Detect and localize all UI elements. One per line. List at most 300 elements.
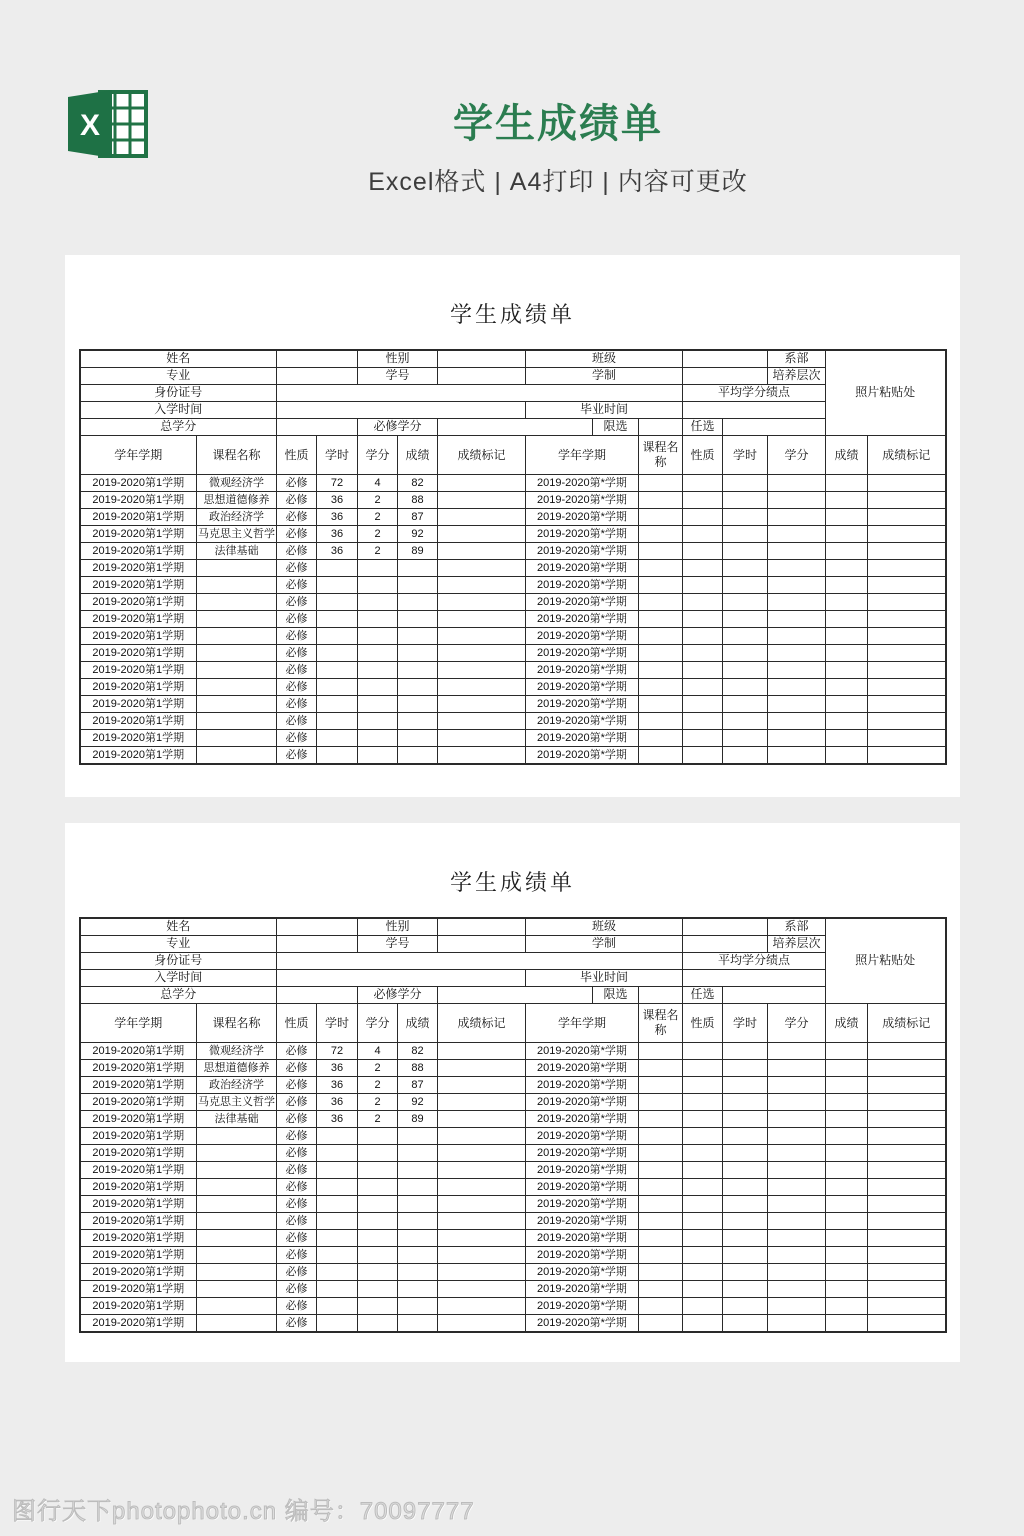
- data-cell: 2019-2020第1学期: [80, 543, 197, 560]
- data-cell: 87: [398, 1077, 438, 1094]
- course-row: [80, 1060, 946, 1077]
- data-cell-empty: [639, 543, 683, 560]
- info-value-cell: [277, 953, 683, 970]
- data-cell: 2019-2020第*学期: [526, 577, 639, 594]
- data-cell: 89: [398, 1111, 438, 1128]
- info-row: [80, 419, 946, 436]
- data-cell: [398, 713, 438, 730]
- data-cell-empty: [868, 1179, 946, 1196]
- data-cell-empty: [868, 475, 946, 492]
- data-cell: [398, 1281, 438, 1298]
- data-cell-empty: [868, 1298, 946, 1315]
- data-cell-empty: [723, 1077, 768, 1094]
- data-cell-empty: [723, 475, 768, 492]
- info-label-cell: 学号: [358, 368, 438, 385]
- data-cell-empty: [723, 1043, 768, 1060]
- column-header-cell: 学时: [317, 1004, 358, 1043]
- data-cell: [197, 1196, 277, 1213]
- data-cell-empty: [723, 1298, 768, 1315]
- data-cell: [398, 1247, 438, 1264]
- transcript-table: [79, 917, 947, 1333]
- data-cell-empty: [639, 645, 683, 662]
- data-cell-empty: [639, 1111, 683, 1128]
- info-label-cell: 身份证号: [80, 953, 277, 970]
- data-cell-empty: [826, 1094, 868, 1111]
- data-cell-empty: [683, 1077, 723, 1094]
- data-cell: [398, 1128, 438, 1145]
- data-cell-empty: [683, 679, 723, 696]
- data-cell: [358, 1145, 398, 1162]
- data-cell: 2019-2020第*学期: [526, 1315, 639, 1333]
- data-cell: [438, 560, 526, 577]
- data-cell-empty: [868, 1281, 946, 1298]
- data-cell-empty: [683, 730, 723, 747]
- data-cell: 36: [317, 526, 358, 543]
- data-cell: [398, 679, 438, 696]
- course-row: [80, 1264, 946, 1281]
- data-cell-empty: [683, 475, 723, 492]
- data-cell-empty: [723, 611, 768, 628]
- data-cell: 2019-2020第*学期: [526, 1043, 639, 1060]
- data-cell: [398, 577, 438, 594]
- data-cell: [398, 594, 438, 611]
- data-cell: [358, 594, 398, 611]
- data-cell: [358, 628, 398, 645]
- data-cell-empty: [768, 543, 826, 560]
- data-cell: [317, 1315, 358, 1333]
- data-cell-empty: [768, 1094, 826, 1111]
- data-cell-empty: [768, 1162, 826, 1179]
- data-cell: [438, 1196, 526, 1213]
- data-cell: 2019-2020第1学期: [80, 747, 197, 765]
- data-cell: 2019-2020第*学期: [526, 543, 639, 560]
- course-row: [80, 1213, 946, 1230]
- data-cell: 2019-2020第*学期: [526, 1230, 639, 1247]
- data-cell: 2019-2020第*学期: [526, 1162, 639, 1179]
- data-cell-empty: [826, 1230, 868, 1247]
- course-row: [80, 475, 946, 492]
- data-cell: [438, 1247, 526, 1264]
- data-cell: 2: [358, 1094, 398, 1111]
- info-value-cell: [438, 419, 593, 436]
- data-cell-empty: [868, 1196, 946, 1213]
- data-cell-empty: [683, 1145, 723, 1162]
- data-cell-empty: [639, 662, 683, 679]
- data-cell: 必修: [277, 1077, 317, 1094]
- data-cell: 2019-2020第1学期: [80, 475, 197, 492]
- data-cell-empty: [826, 679, 868, 696]
- data-cell-empty: [723, 1162, 768, 1179]
- data-cell: 2: [358, 526, 398, 543]
- data-cell: 马克思主义哲学: [197, 1094, 277, 1111]
- data-cell: 2019-2020第1学期: [80, 1179, 197, 1196]
- data-cell-empty: [768, 645, 826, 662]
- data-cell-empty: [683, 628, 723, 645]
- data-cell: [197, 577, 277, 594]
- course-row: [80, 1315, 946, 1333]
- data-cell: [197, 1247, 277, 1264]
- data-cell-empty: [639, 1043, 683, 1060]
- data-cell: [398, 1179, 438, 1196]
- data-cell: [317, 679, 358, 696]
- data-cell: [317, 1196, 358, 1213]
- watermark-text: 图行天下photophoto.cn 编号：70097777: [12, 1498, 475, 1525]
- info-label-cell: 必修学分: [358, 419, 438, 436]
- data-cell-empty: [723, 1179, 768, 1196]
- data-cell-empty: [723, 1060, 768, 1077]
- course-row: [80, 679, 946, 696]
- data-cell: 必修: [277, 577, 317, 594]
- info-value-cell: [438, 936, 526, 953]
- column-header-cell: 学分: [358, 436, 398, 475]
- data-cell-empty: [683, 1128, 723, 1145]
- data-cell-empty: [768, 1179, 826, 1196]
- data-cell: [358, 696, 398, 713]
- data-cell: [317, 1247, 358, 1264]
- info-label-cell: 姓名: [80, 918, 277, 936]
- data-cell: [358, 1128, 398, 1145]
- info-label-cell: 毕业时间: [526, 402, 683, 419]
- data-cell-empty: [683, 611, 723, 628]
- course-row: [80, 577, 946, 594]
- course-row: [80, 560, 946, 577]
- data-cell: 82: [398, 475, 438, 492]
- data-cell-empty: [639, 611, 683, 628]
- data-cell: 2019-2020第*学期: [526, 1281, 639, 1298]
- data-cell-empty: [723, 509, 768, 526]
- info-row: [80, 350, 946, 368]
- data-cell: [438, 594, 526, 611]
- data-cell-empty: [639, 1145, 683, 1162]
- data-cell: 2: [358, 1077, 398, 1094]
- data-cell: 必修: [277, 1060, 317, 1077]
- data-cell: 2019-2020第*学期: [526, 475, 639, 492]
- data-cell-empty: [768, 475, 826, 492]
- data-cell-empty: [639, 1128, 683, 1145]
- data-cell-empty: [683, 543, 723, 560]
- data-cell: 2019-2020第1学期: [80, 560, 197, 577]
- data-cell-empty: [768, 628, 826, 645]
- data-cell: 必修: [277, 1247, 317, 1264]
- data-cell: [197, 1213, 277, 1230]
- data-cell: [438, 696, 526, 713]
- data-cell: [438, 543, 526, 560]
- course-row: [80, 1162, 946, 1179]
- data-cell-empty: [683, 1060, 723, 1077]
- data-cell: 2019-2020第1学期: [80, 679, 197, 696]
- course-row: [80, 1111, 946, 1128]
- data-cell-empty: [723, 645, 768, 662]
- data-cell-empty: [768, 1196, 826, 1213]
- data-cell-empty: [826, 1213, 868, 1230]
- data-cell-empty: [826, 1128, 868, 1145]
- data-cell: 2019-2020第1学期: [80, 1213, 197, 1230]
- info-value-cell: [277, 402, 526, 419]
- course-row: [80, 645, 946, 662]
- info-row: [80, 385, 946, 402]
- course-row: [80, 1196, 946, 1213]
- data-cell: 2019-2020第1学期: [80, 1196, 197, 1213]
- info-row: [80, 970, 946, 987]
- data-cell-empty: [826, 577, 868, 594]
- data-cell-empty: [683, 526, 723, 543]
- data-cell-empty: [683, 509, 723, 526]
- course-row: [80, 543, 946, 560]
- column-header-cell: 成绩标记: [868, 436, 946, 475]
- data-cell-empty: [768, 594, 826, 611]
- data-cell: 89: [398, 543, 438, 560]
- data-cell-empty: [868, 509, 946, 526]
- course-row: [80, 1298, 946, 1315]
- data-cell-empty: [723, 1230, 768, 1247]
- data-cell: [317, 662, 358, 679]
- data-cell-empty: [768, 1077, 826, 1094]
- data-cell-empty: [768, 1043, 826, 1060]
- data-cell: [358, 1264, 398, 1281]
- data-cell: 36: [317, 1111, 358, 1128]
- data-cell: [197, 1264, 277, 1281]
- data-cell-empty: [826, 747, 868, 765]
- data-cell: [197, 1162, 277, 1179]
- data-cell-empty: [723, 713, 768, 730]
- info-label-cell: 平均学分绩点: [683, 385, 826, 402]
- data-cell-empty: [826, 730, 868, 747]
- data-cell: 2019-2020第1学期: [80, 730, 197, 747]
- data-cell-empty: [868, 1264, 946, 1281]
- data-cell-empty: [639, 1094, 683, 1111]
- data-cell: [317, 628, 358, 645]
- data-cell-empty: [826, 492, 868, 509]
- data-cell: 2019-2020第1学期: [80, 1145, 197, 1162]
- data-cell: [358, 1298, 398, 1315]
- info-label-cell: 系部: [768, 918, 826, 936]
- data-cell-empty: [868, 1162, 946, 1179]
- data-cell-empty: [868, 1315, 946, 1333]
- data-cell: [358, 730, 398, 747]
- data-cell: [438, 730, 526, 747]
- course-row: [80, 1077, 946, 1094]
- data-cell: [197, 747, 277, 765]
- data-cell: [398, 611, 438, 628]
- data-cell: [197, 560, 277, 577]
- column-header-cell: 学年学期: [526, 436, 639, 475]
- course-row: [80, 662, 946, 679]
- data-cell-empty: [639, 526, 683, 543]
- data-cell-empty: [826, 509, 868, 526]
- column-header-cell: 课程名称: [197, 436, 277, 475]
- data-cell: 2019-2020第1学期: [80, 1281, 197, 1298]
- data-cell: [317, 645, 358, 662]
- data-cell-empty: [868, 526, 946, 543]
- data-cell-empty: [826, 662, 868, 679]
- data-cell: 2019-2020第1学期: [80, 1162, 197, 1179]
- data-cell: [317, 1213, 358, 1230]
- data-cell-empty: [639, 628, 683, 645]
- data-cell-empty: [768, 730, 826, 747]
- data-cell: 2: [358, 1111, 398, 1128]
- data-cell-empty: [723, 543, 768, 560]
- data-cell-empty: [868, 1094, 946, 1111]
- data-cell: [398, 645, 438, 662]
- data-cell-empty: [868, 1077, 946, 1094]
- data-cell: 2019-2020第*学期: [526, 730, 639, 747]
- data-cell: [438, 1162, 526, 1179]
- data-cell: [398, 1162, 438, 1179]
- info-value-cell: [277, 350, 358, 368]
- data-cell: 2: [358, 1060, 398, 1077]
- data-cell: 2019-2020第*学期: [526, 1077, 639, 1094]
- data-cell-empty: [683, 645, 723, 662]
- data-cell-empty: [768, 747, 826, 765]
- info-value-cell: [723, 419, 826, 436]
- data-cell: [197, 696, 277, 713]
- data-cell-empty: [639, 696, 683, 713]
- data-cell-empty: [768, 662, 826, 679]
- column-header-cell: 性质: [277, 1004, 317, 1043]
- data-cell-empty: [723, 747, 768, 765]
- data-cell: [358, 645, 398, 662]
- data-cell: [398, 1315, 438, 1333]
- data-cell: 2019-2020第*学期: [526, 1094, 639, 1111]
- info-value-cell: [723, 987, 826, 1004]
- data-cell: 2019-2020第1学期: [80, 492, 197, 509]
- data-cell-empty: [723, 1145, 768, 1162]
- data-cell-empty: [826, 628, 868, 645]
- data-cell-empty: [683, 1298, 723, 1315]
- data-cell: 2019-2020第*学期: [526, 645, 639, 662]
- data-cell: [398, 1298, 438, 1315]
- column-header-cell: 学时: [317, 436, 358, 475]
- info-row: [80, 936, 946, 953]
- data-cell-empty: [768, 1315, 826, 1333]
- photo-paste-cell: 照片粘贴处: [826, 918, 946, 1004]
- info-value-cell: [277, 918, 358, 936]
- data-cell-empty: [723, 594, 768, 611]
- data-cell: [438, 645, 526, 662]
- data-cell-empty: [826, 1281, 868, 1298]
- data-cell: [358, 577, 398, 594]
- info-label-cell: 性别: [358, 350, 438, 368]
- data-cell-empty: [868, 645, 946, 662]
- data-cell: 必修: [277, 526, 317, 543]
- data-cell: 必修: [277, 628, 317, 645]
- data-cell: [317, 594, 358, 611]
- info-label-cell: 任选: [683, 419, 723, 436]
- data-cell: 2019-2020第1学期: [80, 509, 197, 526]
- data-cell: 2019-2020第*学期: [526, 1128, 639, 1145]
- data-cell: 2019-2020第1学期: [80, 1060, 197, 1077]
- data-cell: 微观经济学: [197, 475, 277, 492]
- course-row: [80, 1281, 946, 1298]
- info-value-cell: [277, 368, 358, 385]
- data-cell-empty: [683, 1162, 723, 1179]
- data-cell-empty: [768, 492, 826, 509]
- data-cell-empty: [639, 509, 683, 526]
- data-cell: 必修: [277, 492, 317, 509]
- data-cell: [197, 1281, 277, 1298]
- info-value-cell: [683, 970, 826, 987]
- info-label-cell: 学号: [358, 936, 438, 953]
- data-cell-empty: [768, 696, 826, 713]
- data-cell: [197, 1315, 277, 1333]
- data-cell-empty: [868, 492, 946, 509]
- data-cell-empty: [768, 509, 826, 526]
- data-cell: 必修: [277, 611, 317, 628]
- page-header: [46, 92, 1024, 198]
- data-cell-empty: [768, 1230, 826, 1247]
- info-value-cell: [277, 419, 358, 436]
- data-cell-empty: [768, 1298, 826, 1315]
- column-header-cell: 性质: [683, 1004, 723, 1043]
- data-cell-empty: [868, 713, 946, 730]
- data-cell-empty: [639, 492, 683, 509]
- data-cell-empty: [723, 696, 768, 713]
- data-cell: 政治经济学: [197, 1077, 277, 1094]
- data-cell-empty: [768, 577, 826, 594]
- data-cell-empty: [826, 475, 868, 492]
- info-row: [80, 953, 946, 970]
- data-cell: 2019-2020第1学期: [80, 526, 197, 543]
- data-cell: 36: [317, 1060, 358, 1077]
- data-cell: 87: [398, 509, 438, 526]
- photo-paste-cell: 照片粘贴处: [826, 350, 946, 436]
- info-label-cell: 限选: [593, 987, 639, 1004]
- data-cell-empty: [826, 1162, 868, 1179]
- data-cell-empty: [683, 1264, 723, 1281]
- data-cell-empty: [768, 1213, 826, 1230]
- data-cell: [358, 1213, 398, 1230]
- data-cell: [317, 1145, 358, 1162]
- column-header-cell: 成绩标记: [868, 1004, 946, 1043]
- page-subtitle: Excel格式 | A4打印 | 内容可更改: [368, 168, 748, 196]
- data-cell-empty: [768, 1145, 826, 1162]
- data-cell: [197, 645, 277, 662]
- data-cell-empty: [868, 1043, 946, 1060]
- data-cell-empty: [639, 1230, 683, 1247]
- course-row: [80, 713, 946, 730]
- data-cell-empty: [826, 1298, 868, 1315]
- info-value-cell: [438, 918, 526, 936]
- data-cell-empty: [639, 475, 683, 492]
- data-cell: [358, 1196, 398, 1213]
- info-label-cell: 总学分: [80, 419, 277, 436]
- data-cell-empty: [723, 1247, 768, 1264]
- data-cell-empty: [768, 679, 826, 696]
- data-cell: [438, 1111, 526, 1128]
- data-cell-empty: [723, 679, 768, 696]
- data-cell: 2019-2020第*学期: [526, 713, 639, 730]
- data-cell-empty: [639, 1196, 683, 1213]
- data-cell: 2019-2020第*学期: [526, 1247, 639, 1264]
- data-cell: 2019-2020第1学期: [80, 1077, 197, 1094]
- data-cell: 法律基础: [197, 1111, 277, 1128]
- info-label-cell: 培养层次: [768, 368, 826, 385]
- data-cell: [398, 696, 438, 713]
- data-cell-empty: [868, 1145, 946, 1162]
- data-cell-empty: [826, 526, 868, 543]
- data-cell: [197, 1145, 277, 1162]
- data-cell: [317, 1128, 358, 1145]
- data-cell: 36: [317, 492, 358, 509]
- data-cell-empty: [723, 1281, 768, 1298]
- data-cell: 88: [398, 492, 438, 509]
- data-cell: 2019-2020第*学期: [526, 1145, 639, 1162]
- data-cell: [438, 509, 526, 526]
- data-cell: 82: [398, 1043, 438, 1060]
- data-cell: 36: [317, 509, 358, 526]
- data-cell-empty: [639, 577, 683, 594]
- data-cell: [197, 594, 277, 611]
